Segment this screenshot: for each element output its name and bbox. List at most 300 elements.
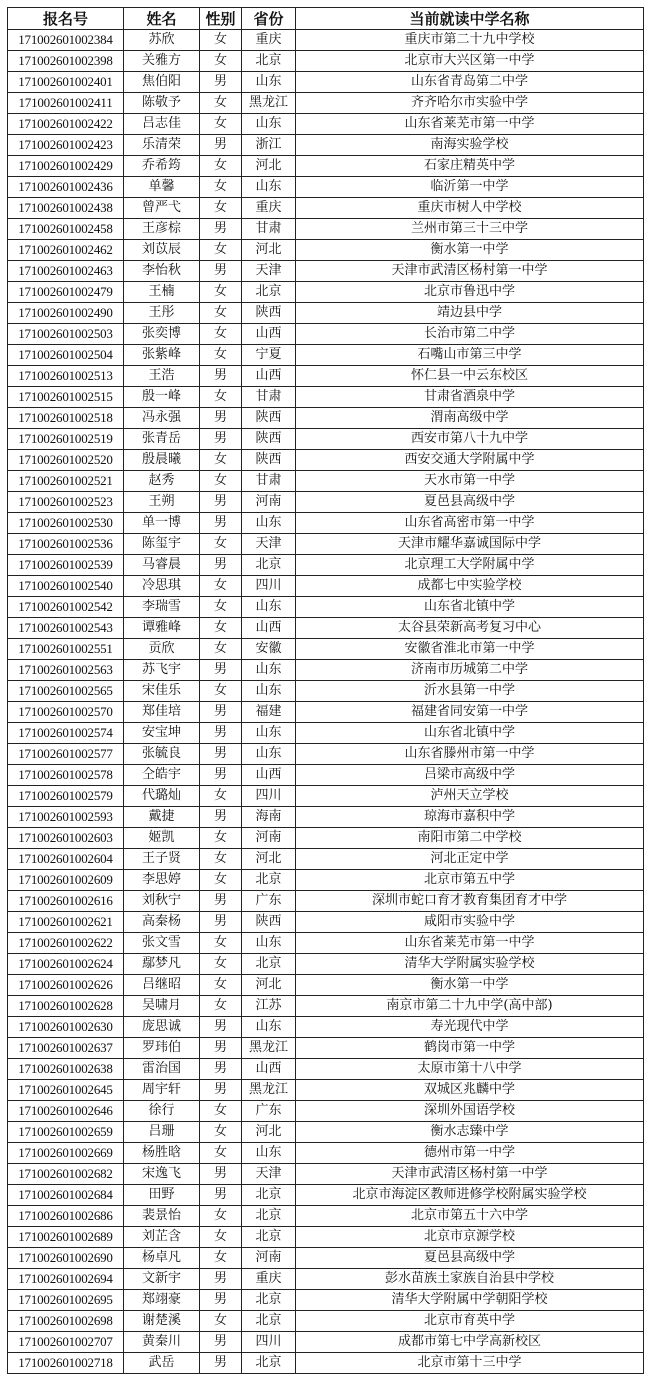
table-row	[8, 1353, 644, 1374]
table-row	[8, 240, 644, 261]
cell-name: 武岳	[124, 1353, 200, 1374]
cell-province: 北京	[242, 1290, 296, 1311]
table-row	[8, 177, 644, 198]
cell-province: 河北	[242, 1122, 296, 1143]
cell-name: 黄秦川	[124, 1332, 200, 1353]
cell-registration-number: 171002601002690	[8, 1248, 124, 1269]
table-row	[8, 639, 644, 660]
cell-school: 济南市历城第二中学	[296, 660, 644, 681]
cell-school: 北京市海淀区教师进修学校附属实验学校	[296, 1185, 644, 1206]
cell-school: 靖边县中学	[296, 303, 644, 324]
cell-province: 重庆	[242, 30, 296, 51]
cell-name: 张奕博	[124, 324, 200, 345]
cell-registration-number: 171002601002563	[8, 660, 124, 681]
cell-school: 深圳外国语学校	[296, 1101, 644, 1122]
cell-province: 山东	[242, 114, 296, 135]
cell-school: 北京市第五中学	[296, 870, 644, 891]
cell-province: 北京	[242, 1185, 296, 1206]
cell-gender: 女	[200, 870, 242, 891]
cell-registration-number: 171002601002411	[8, 93, 124, 114]
cell-province: 河南	[242, 828, 296, 849]
cell-name: 乔希筠	[124, 156, 200, 177]
cell-gender: 女	[200, 1206, 242, 1227]
cell-school: 琼海市嘉积中学	[296, 807, 644, 828]
cell-gender: 女	[200, 51, 242, 72]
cell-school: 成都市第七中学高新校区	[296, 1332, 644, 1353]
cell-gender: 男	[200, 1017, 242, 1038]
cell-gender: 女	[200, 30, 242, 51]
cell-school: 怀仁县一中云东校区	[296, 366, 644, 387]
cell-name: 王彦棕	[124, 219, 200, 240]
cell-gender: 男	[200, 660, 242, 681]
cell-registration-number: 171002601002422	[8, 114, 124, 135]
cell-province: 山东	[242, 72, 296, 93]
cell-province: 黑龙江	[242, 1038, 296, 1059]
cell-gender: 女	[200, 1248, 242, 1269]
cell-province: 广东	[242, 1101, 296, 1122]
cell-province: 天津	[242, 534, 296, 555]
cell-gender: 女	[200, 303, 242, 324]
cell-registration-number: 171002601002579	[8, 786, 124, 807]
cell-province: 陕西	[242, 303, 296, 324]
cell-school: 衡水志臻中学	[296, 1122, 644, 1143]
cell-province: 天津	[242, 261, 296, 282]
table-row	[8, 1164, 644, 1185]
cell-registration-number: 171002601002707	[8, 1332, 124, 1353]
cell-gender: 女	[200, 1311, 242, 1332]
cell-school: 吕梁市高级中学	[296, 765, 644, 786]
cell-name: 周宇轩	[124, 1080, 200, 1101]
cell-school: 山东省莱芜市第一中学	[296, 114, 644, 135]
cell-name: 杨卓凡	[124, 1248, 200, 1269]
table-row	[8, 93, 644, 114]
cell-name: 雷治国	[124, 1059, 200, 1080]
cell-name: 吕志佳	[124, 114, 200, 135]
cell-school: 西安交通大学附属中学	[296, 450, 644, 471]
cell-registration-number: 171002601002520	[8, 450, 124, 471]
table-row	[8, 597, 644, 618]
cell-registration-number: 171002601002574	[8, 723, 124, 744]
table-row	[8, 1227, 644, 1248]
cell-province: 陕西	[242, 912, 296, 933]
cell-school: 太原市第十八中学	[296, 1059, 644, 1080]
cell-gender: 女	[200, 1227, 242, 1248]
table-row	[8, 1248, 644, 1269]
table-row	[8, 1332, 644, 1353]
cell-province: 山东	[242, 744, 296, 765]
cell-school: 北京市大兴区第一中学	[296, 51, 644, 72]
cell-school: 山东省北镇中学	[296, 723, 644, 744]
cell-registration-number: 171002601002630	[8, 1017, 124, 1038]
cell-registration-number: 171002601002638	[8, 1059, 124, 1080]
cell-gender: 女	[200, 933, 242, 954]
table-row	[8, 660, 644, 681]
cell-province: 甘肃	[242, 387, 296, 408]
cell-registration-number: 171002601002540	[8, 576, 124, 597]
cell-school: 山东省北镇中学	[296, 597, 644, 618]
cell-province: 海南	[242, 807, 296, 828]
cell-school: 清华大学附属实验学校	[296, 954, 644, 975]
cell-registration-number: 171002601002609	[8, 870, 124, 891]
table-row	[8, 387, 644, 408]
cell-province: 山东	[242, 177, 296, 198]
table-header-row	[8, 8, 644, 30]
cell-province: 河南	[242, 1248, 296, 1269]
cell-name: 赵秀	[124, 471, 200, 492]
cell-school: 北京市育英中学	[296, 1311, 644, 1332]
cell-gender: 男	[200, 1332, 242, 1353]
cell-gender: 男	[200, 1290, 242, 1311]
cell-province: 北京	[242, 1353, 296, 1374]
cell-school: 重庆市树人中学校	[296, 198, 644, 219]
cell-province: 江苏	[242, 996, 296, 1017]
cell-name: 仝皓宇	[124, 765, 200, 786]
cell-name: 杨胜晗	[124, 1143, 200, 1164]
cell-school: 石嘴山市第三中学	[296, 345, 644, 366]
cell-school: 太谷县荣新高考复习中心	[296, 618, 644, 639]
table-row	[8, 324, 644, 345]
cell-gender: 男	[200, 492, 242, 513]
cell-school: 沂水县第一中学	[296, 681, 644, 702]
table-row	[8, 114, 644, 135]
table-row	[8, 849, 644, 870]
table-row	[8, 765, 644, 786]
cell-gender: 男	[200, 219, 242, 240]
cell-province: 河南	[242, 492, 296, 513]
cell-school: 天津市武清区杨村第一中学	[296, 1164, 644, 1185]
cell-school: 山东省高密市第一中学	[296, 513, 644, 534]
cell-school: 衡水第一中学	[296, 240, 644, 261]
table-row	[8, 408, 644, 429]
cell-province: 福建	[242, 702, 296, 723]
cell-province: 甘肃	[242, 219, 296, 240]
cell-province: 山东	[242, 1017, 296, 1038]
cell-name: 张青岳	[124, 429, 200, 450]
cell-gender: 女	[200, 1101, 242, 1122]
cell-province: 北京	[242, 954, 296, 975]
cell-gender: 女	[200, 198, 242, 219]
cell-school: 石家庄精英中学	[296, 156, 644, 177]
cell-name: 刘苡辰	[124, 240, 200, 261]
cell-province: 山东	[242, 681, 296, 702]
table-row	[8, 1185, 644, 1206]
cell-school: 重庆市第二十九中学校	[296, 30, 644, 51]
cell-name: 张紫峰	[124, 345, 200, 366]
cell-school: 山东省青岛第二中学	[296, 72, 644, 93]
cell-name: 殷一峰	[124, 387, 200, 408]
table-row	[8, 30, 644, 51]
cell-registration-number: 171002601002684	[8, 1185, 124, 1206]
cell-name: 吴啸月	[124, 996, 200, 1017]
cell-name: 罗玮伯	[124, 1038, 200, 1059]
cell-registration-number: 171002601002682	[8, 1164, 124, 1185]
cell-school: 北京市第十三中学	[296, 1353, 644, 1374]
cell-name: 郑翊豪	[124, 1290, 200, 1311]
cell-name: 曾严弋	[124, 198, 200, 219]
table-row	[8, 282, 644, 303]
student-table-container	[7, 7, 644, 1374]
cell-registration-number: 171002601002513	[8, 366, 124, 387]
student-list-table	[7, 7, 644, 1374]
cell-gender: 女	[200, 387, 242, 408]
cell-province: 山东	[242, 597, 296, 618]
cell-registration-number: 171002601002521	[8, 471, 124, 492]
cell-school: 鹤岗市第一中学	[296, 1038, 644, 1059]
cell-name: 代璐灿	[124, 786, 200, 807]
cell-gender: 女	[200, 534, 242, 555]
cell-province: 山东	[242, 513, 296, 534]
cell-registration-number: 171002601002637	[8, 1038, 124, 1059]
cell-name: 姬凯	[124, 828, 200, 849]
cell-school: 兰州市第三十三中学	[296, 219, 644, 240]
cell-gender: 男	[200, 1080, 242, 1101]
cell-registration-number: 171002601002515	[8, 387, 124, 408]
table-row	[8, 135, 644, 156]
cell-name: 张毓良	[124, 744, 200, 765]
cell-registration-number: 171002601002565	[8, 681, 124, 702]
cell-province: 山东	[242, 1143, 296, 1164]
cell-name: 陈玺宇	[124, 534, 200, 555]
table-row	[8, 1059, 644, 1080]
table-row	[8, 1143, 644, 1164]
cell-name: 安宝坤	[124, 723, 200, 744]
cell-school: 临沂第一中学	[296, 177, 644, 198]
header-gender: 性别	[200, 8, 242, 30]
cell-name: 冷思琪	[124, 576, 200, 597]
cell-registration-number: 171002601002604	[8, 849, 124, 870]
cell-province: 北京	[242, 1206, 296, 1227]
cell-name: 李怡秋	[124, 261, 200, 282]
cell-registration-number: 171002601002551	[8, 639, 124, 660]
cell-name: 王浩	[124, 366, 200, 387]
cell-registration-number: 171002601002429	[8, 156, 124, 177]
cell-school: 德州市第一中学	[296, 1143, 644, 1164]
table-row	[8, 1206, 644, 1227]
cell-province: 山西	[242, 324, 296, 345]
cell-registration-number: 171002601002458	[8, 219, 124, 240]
cell-province: 浙江	[242, 135, 296, 156]
table-row	[8, 975, 644, 996]
cell-name: 张文雪	[124, 933, 200, 954]
cell-gender: 男	[200, 723, 242, 744]
cell-gender: 女	[200, 576, 242, 597]
cell-gender: 女	[200, 828, 242, 849]
cell-school: 甘肃省酒泉中学	[296, 387, 644, 408]
table-row	[8, 744, 644, 765]
table-row	[8, 1080, 644, 1101]
cell-province: 重庆	[242, 198, 296, 219]
cell-province: 北京	[242, 282, 296, 303]
table-row	[8, 450, 644, 471]
cell-gender: 女	[200, 156, 242, 177]
cell-school: 长治市第二中学	[296, 324, 644, 345]
cell-gender: 女	[200, 240, 242, 261]
table-body	[8, 30, 644, 1374]
table-row	[8, 723, 644, 744]
cell-province: 山西	[242, 366, 296, 387]
table-row	[8, 429, 644, 450]
cell-school: 南阳市第二中学校	[296, 828, 644, 849]
cell-registration-number: 171002601002490	[8, 303, 124, 324]
cell-gender: 男	[200, 429, 242, 450]
cell-gender: 女	[200, 324, 242, 345]
cell-province: 北京	[242, 870, 296, 891]
cell-name: 贡欣	[124, 639, 200, 660]
cell-registration-number: 171002601002695	[8, 1290, 124, 1311]
cell-gender: 女	[200, 177, 242, 198]
table-row	[8, 912, 644, 933]
table-row	[8, 1290, 644, 1311]
cell-province: 四川	[242, 576, 296, 597]
cell-gender: 男	[200, 513, 242, 534]
cell-school: 寿光现代中学	[296, 1017, 644, 1038]
table-row	[8, 513, 644, 534]
cell-gender: 女	[200, 849, 242, 870]
cell-registration-number: 171002601002628	[8, 996, 124, 1017]
table-row	[8, 891, 644, 912]
cell-gender: 男	[200, 1059, 242, 1080]
cell-name: 单一博	[124, 513, 200, 534]
cell-name: 王彤	[124, 303, 200, 324]
cell-province: 四川	[242, 786, 296, 807]
cell-school: 夏邑县高级中学	[296, 1248, 644, 1269]
cell-gender: 女	[200, 681, 242, 702]
cell-name: 单馨	[124, 177, 200, 198]
cell-province: 山东	[242, 933, 296, 954]
cell-registration-number: 171002601002689	[8, 1227, 124, 1248]
cell-gender: 男	[200, 1038, 242, 1059]
header-name: 姓名	[124, 8, 200, 30]
cell-school: 天水市第一中学	[296, 471, 644, 492]
cell-gender: 女	[200, 114, 242, 135]
cell-school: 安徽省淮北市第一中学	[296, 639, 644, 660]
cell-registration-number: 171002601002621	[8, 912, 124, 933]
cell-registration-number: 171002601002624	[8, 954, 124, 975]
cell-province: 山西	[242, 618, 296, 639]
cell-gender: 女	[200, 639, 242, 660]
cell-province: 黑龙江	[242, 1080, 296, 1101]
cell-registration-number: 171002601002398	[8, 51, 124, 72]
cell-province: 河北	[242, 975, 296, 996]
cell-gender: 男	[200, 744, 242, 765]
cell-name: 谢楚溪	[124, 1311, 200, 1332]
table-row	[8, 492, 644, 513]
table-row	[8, 933, 644, 954]
table-row	[8, 72, 644, 93]
cell-province: 山东	[242, 723, 296, 744]
cell-registration-number: 171002601002686	[8, 1206, 124, 1227]
table-row	[8, 1122, 644, 1143]
cell-registration-number: 171002601002543	[8, 618, 124, 639]
cell-name: 宋佳乐	[124, 681, 200, 702]
cell-gender: 女	[200, 597, 242, 618]
cell-registration-number: 171002601002570	[8, 702, 124, 723]
cell-school: 河北正定中学	[296, 849, 644, 870]
cell-school: 齐齐哈尔市实验中学	[296, 93, 644, 114]
cell-province: 北京	[242, 1311, 296, 1332]
table-row	[8, 555, 644, 576]
cell-name: 田野	[124, 1185, 200, 1206]
cell-name: 戴捷	[124, 807, 200, 828]
cell-name: 苏飞宇	[124, 660, 200, 681]
cell-province: 宁夏	[242, 345, 296, 366]
cell-province: 安徽	[242, 639, 296, 660]
cell-registration-number: 171002601002669	[8, 1143, 124, 1164]
table-row	[8, 1017, 644, 1038]
cell-gender: 男	[200, 366, 242, 387]
cell-school: 南京市第二十九中学(高中部)	[296, 996, 644, 1017]
cell-school: 西安市第八十九中学	[296, 429, 644, 450]
cell-registration-number: 171002601002518	[8, 408, 124, 429]
table-row	[8, 261, 644, 282]
cell-school: 深圳市蛇口育才教育集团育才中学	[296, 891, 644, 912]
cell-school: 福建省同安第一中学	[296, 702, 644, 723]
cell-gender: 男	[200, 261, 242, 282]
table-row	[8, 828, 644, 849]
cell-school: 咸阳市实验中学	[296, 912, 644, 933]
cell-registration-number: 171002601002577	[8, 744, 124, 765]
cell-gender: 男	[200, 1269, 242, 1290]
cell-name: 鄢梦凡	[124, 954, 200, 975]
cell-registration-number: 171002601002536	[8, 534, 124, 555]
cell-gender: 男	[200, 891, 242, 912]
cell-registration-number: 171002601002542	[8, 597, 124, 618]
cell-name: 李瑞雪	[124, 597, 200, 618]
cell-province: 广东	[242, 891, 296, 912]
cell-name: 文新宇	[124, 1269, 200, 1290]
cell-name: 庞思诚	[124, 1017, 200, 1038]
cell-registration-number: 171002601002479	[8, 282, 124, 303]
cell-registration-number: 171002601002539	[8, 555, 124, 576]
cell-name: 谭雅峰	[124, 618, 200, 639]
cell-name: 王楠	[124, 282, 200, 303]
cell-registration-number: 171002601002436	[8, 177, 124, 198]
cell-school: 天津市武清区杨村第一中学	[296, 261, 644, 282]
cell-name: 裴景怡	[124, 1206, 200, 1227]
cell-name: 马睿晨	[124, 555, 200, 576]
cell-registration-number: 171002601002698	[8, 1311, 124, 1332]
cell-gender: 男	[200, 555, 242, 576]
table-row	[8, 219, 644, 240]
table-row	[8, 1038, 644, 1059]
table-row	[8, 51, 644, 72]
cell-name: 高秦杨	[124, 912, 200, 933]
cell-school: 成都七中实验学校	[296, 576, 644, 597]
cell-gender: 男	[200, 1164, 242, 1185]
cell-province: 重庆	[242, 1269, 296, 1290]
cell-registration-number: 171002601002463	[8, 261, 124, 282]
cell-gender: 男	[200, 135, 242, 156]
cell-registration-number: 171002601002523	[8, 492, 124, 513]
table-row	[8, 954, 644, 975]
cell-gender: 女	[200, 93, 242, 114]
table-row	[8, 807, 644, 828]
cell-gender: 女	[200, 1122, 242, 1143]
cell-province: 陕西	[242, 408, 296, 429]
cell-registration-number: 171002601002462	[8, 240, 124, 261]
header-registration-number: 报名号	[8, 8, 124, 30]
cell-gender: 女	[200, 975, 242, 996]
cell-registration-number: 171002601002622	[8, 933, 124, 954]
cell-province: 黑龙江	[242, 93, 296, 114]
cell-registration-number: 171002601002578	[8, 765, 124, 786]
cell-school: 山东省莱芜市第一中学	[296, 933, 644, 954]
cell-registration-number: 171002601002616	[8, 891, 124, 912]
cell-registration-number: 171002601002438	[8, 198, 124, 219]
table-row	[8, 870, 644, 891]
cell-province: 北京	[242, 1227, 296, 1248]
cell-province: 河北	[242, 849, 296, 870]
